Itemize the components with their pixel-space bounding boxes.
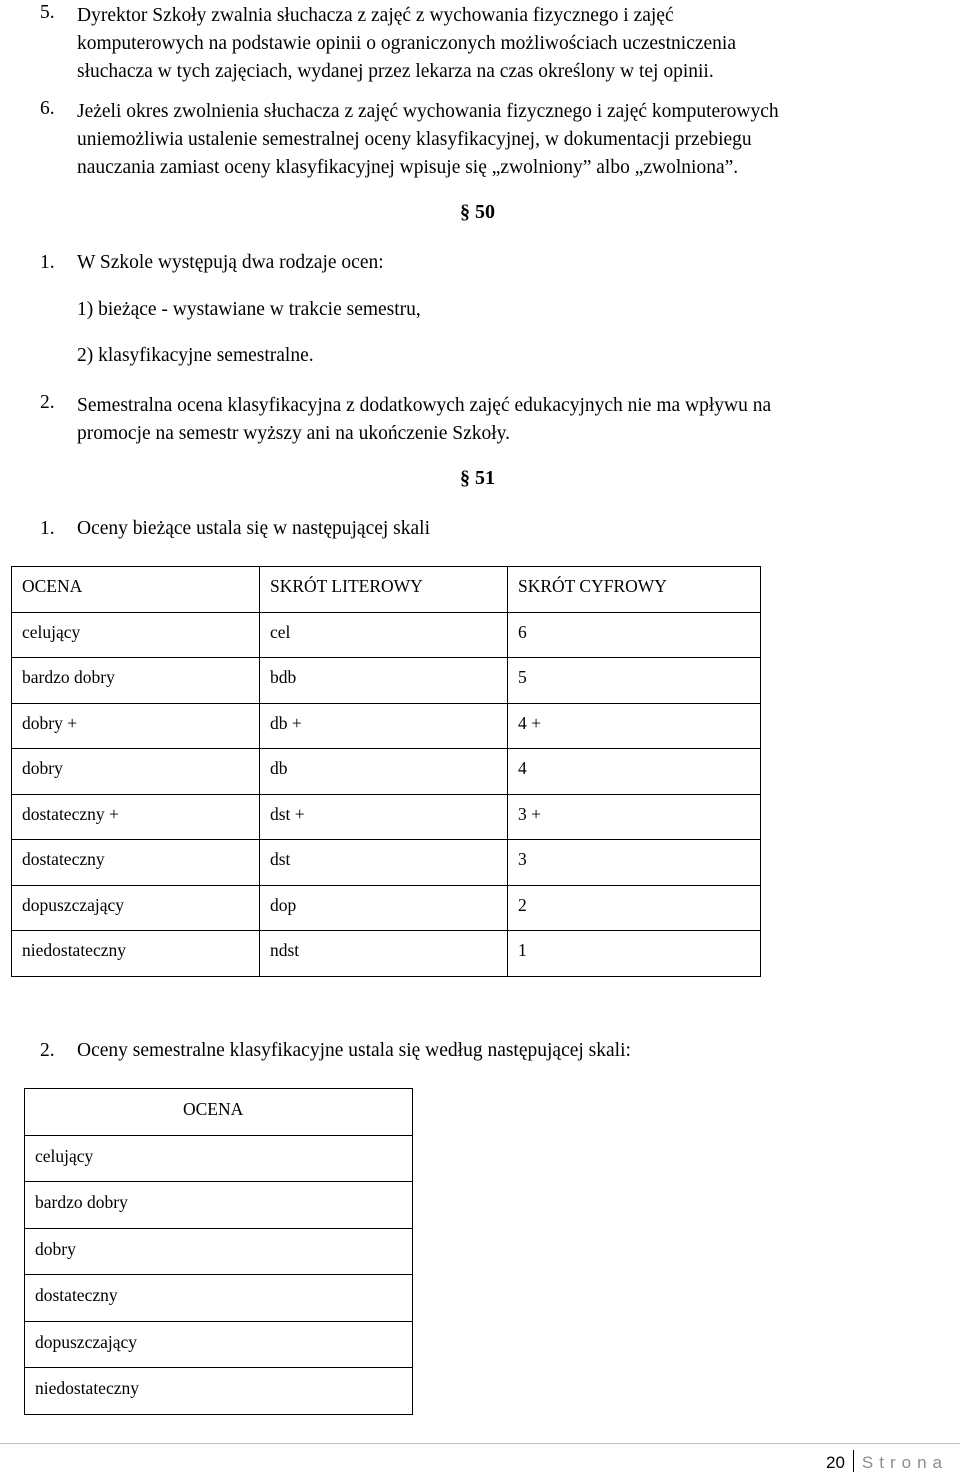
table-cell: 5	[508, 658, 761, 704]
table-cell: 6	[508, 612, 761, 658]
table-row	[12, 749, 761, 795]
table-cell: dopuszczający	[25, 1321, 413, 1368]
table-cell: niedostateczny	[12, 931, 260, 977]
column-header: OCENA	[12, 567, 260, 613]
table-cell: dst +	[260, 794, 508, 840]
table-cell: niedostateczny	[25, 1368, 413, 1415]
paragraph-text: Oceny semestralne klasyfikacyjne ustala się według następującej skali:	[77, 1040, 631, 1061]
table-cell: cel	[260, 612, 508, 658]
paragraph-line: Semestralna ocena klasyfikacyjna z dodatkowych zajęć edukacyjnych nie ma wpływu na	[77, 395, 772, 416]
footer-separator	[853, 1450, 854, 1472]
paragraph-number: 2.	[40, 1040, 55, 1061]
section-heading: § 50	[460, 201, 495, 223]
table-cell: celujący	[12, 612, 260, 658]
table-cell: bdb	[260, 658, 508, 704]
table-cell: 3 +	[508, 794, 761, 840]
table-cell: 4 +	[508, 703, 761, 749]
paragraph-line: Jeżeli okres zwolnienia słuchacza z zajęć wychowania fizycznego i zajęć komputerowych	[77, 101, 779, 122]
paragraph-number: 1.	[40, 518, 55, 539]
table-row	[25, 1228, 413, 1275]
list-item: 1) bieżące - wystawiane w trakcie semestru,	[77, 299, 421, 320]
list-item: 2) klasyfikacyjne semestralne.	[77, 345, 314, 366]
table-row	[25, 1275, 413, 1322]
table-row	[25, 1368, 413, 1415]
table-cell: db	[260, 749, 508, 795]
column-header: SKRÓT CYFROWY	[508, 567, 761, 613]
table-row	[25, 1182, 413, 1229]
paragraph-line: promocje na semestr wyższy ani na ukończenie Szkoły.	[77, 423, 511, 444]
table-row	[12, 658, 761, 704]
page-footer	[826, 1450, 948, 1473]
table-row	[12, 931, 761, 977]
paragraph-text: W Szkole występują dwa rodzaje ocen:	[77, 252, 384, 273]
table-row	[12, 794, 761, 840]
table-cell: dobry +	[12, 703, 260, 749]
paragraph-line: Dyrektor Szkoły zwalnia słuchacza z zajęć z wychowania fizycznego i zajęć	[77, 5, 674, 26]
grade-scale-table	[11, 566, 761, 977]
table-cell: 3	[508, 840, 761, 886]
page-label: Strona	[861, 1453, 948, 1472]
table-cell: dop	[260, 885, 508, 931]
table-cell: 2	[508, 885, 761, 931]
table-cell: dobry	[25, 1228, 413, 1275]
table-cell: 1	[508, 931, 761, 977]
paragraph-number: 1.	[40, 252, 55, 273]
table-cell: dostateczny +	[12, 794, 260, 840]
column-header: SKRÓT LITEROWY	[260, 567, 508, 613]
section-heading: § 51	[460, 467, 495, 489]
paragraph-line: uniemożliwia ustalenie semestralnej oceny klasyfikacyjnej, w dokumentacji przebiegu	[77, 129, 752, 150]
footer-divider	[0, 1443, 960, 1444]
column-header: OCENA	[25, 1089, 413, 1136]
semester-grade-table	[24, 1088, 413, 1415]
paragraph-line: komputerowych na podstawie opinii o ograniczonych możliwościach uczestniczenia	[77, 33, 736, 54]
table-cell: bardzo dobry	[12, 658, 260, 704]
paragraph-number: 6.	[40, 98, 55, 119]
table-cell: ndst	[260, 931, 508, 977]
paragraph-line: słuchacza w tych zajęciach, wydanej przez lekarza na czas określony w tej opinii.	[77, 61, 714, 82]
table-row	[12, 885, 761, 931]
table-cell: bardzo dobry	[25, 1182, 413, 1229]
table-cell: dopuszczający	[12, 885, 260, 931]
table-row	[12, 703, 761, 749]
table-cell: 4	[508, 749, 761, 795]
table-cell: dst	[260, 840, 508, 886]
table-cell: dostateczny	[12, 840, 260, 886]
table-row	[25, 1321, 413, 1368]
page-number: 20	[825, 1453, 845, 1472]
paragraph-number: 5.	[40, 2, 55, 23]
table-row	[25, 1135, 413, 1182]
table-cell: celujący	[25, 1135, 413, 1182]
table-header-row	[25, 1089, 413, 1136]
table-cell: db +	[260, 703, 508, 749]
paragraph-line: nauczania zamiast oceny klasyfikacyjnej wpisuje się „zwolniony” albo „zwolniona”.	[77, 157, 739, 178]
paragraph-text: Oceny bieżące ustala się w następującej skali	[77, 518, 431, 539]
paragraph-number: 2.	[40, 392, 55, 413]
table-row	[12, 612, 761, 658]
table-header-row	[12, 567, 761, 613]
table-cell: dostateczny	[25, 1275, 413, 1322]
table-row	[12, 840, 761, 886]
table-cell: dobry	[12, 749, 260, 795]
